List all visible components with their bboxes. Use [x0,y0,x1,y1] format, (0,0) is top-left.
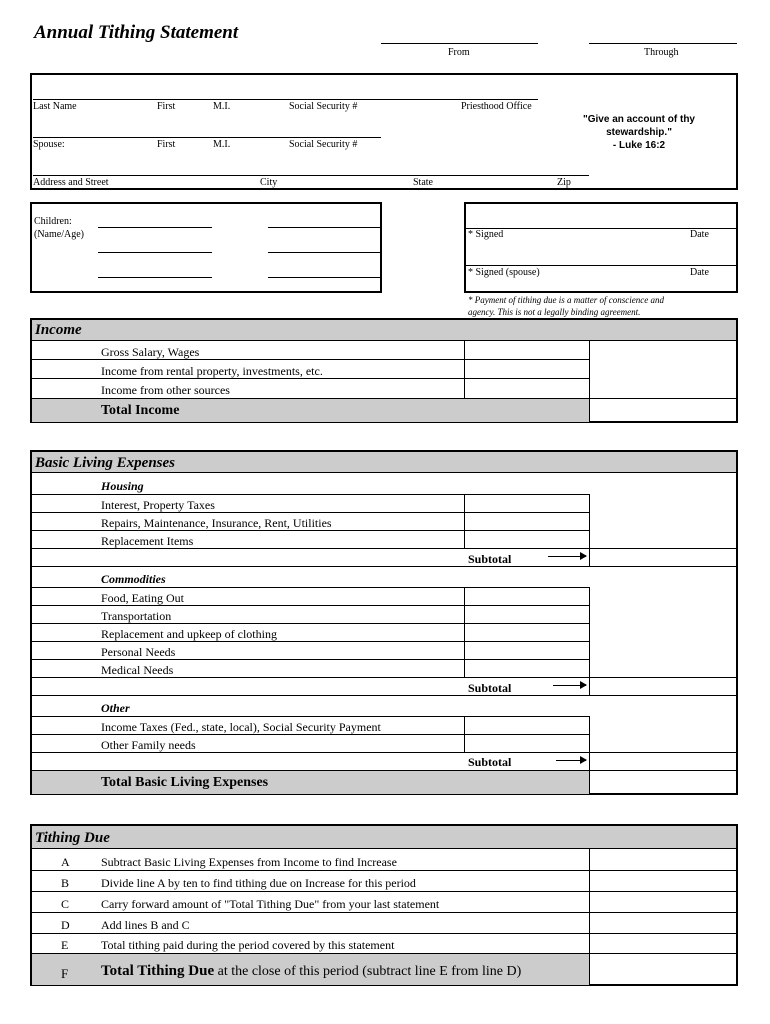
other-subtotal-field[interactable] [590,753,736,769]
zip-label: Zip [557,177,571,188]
tithing-amount-field[interactable] [590,934,736,953]
commodities-title: Commodities [101,572,166,586]
name-line[interactable] [33,99,538,100]
housing-item: Interest, Property Taxes [101,498,215,512]
row-divider [32,716,589,717]
mi-label: M.I. [213,101,231,112]
signed-spouse-label: * Signed (spouse) [468,267,540,278]
income-amount-field[interactable] [465,360,589,378]
expenses-title: Basic Living Expenses [35,455,176,471]
line-letter: B [61,876,70,890]
child-field[interactable] [98,252,212,253]
last-name-label: Last Name [33,101,77,112]
line-letter: A [61,855,70,869]
total-income-field[interactable] [590,398,736,421]
quote-line-1: "Give an account of thy [583,114,695,125]
scripture-quote [568,113,710,152]
spouse-label: Spouse: [33,139,65,150]
address-label: Address and Street [33,177,109,188]
child-field[interactable] [98,227,212,228]
through-date-line[interactable] [589,43,737,44]
tithing-amount-field[interactable] [590,892,736,912]
state-label: State [413,177,433,188]
row-divider [32,587,589,588]
amount-column-divider [464,494,465,548]
total-expenses-field[interactable] [590,771,736,793]
income-item: Income from rental property, investments, etc. [101,364,323,378]
line-letter: D [61,918,70,932]
total-tithing-due-label [101,963,521,980]
tithing-amount-field[interactable] [590,849,736,870]
tithing-title: Tithing Due [35,830,110,846]
spouse-line[interactable] [33,137,381,138]
disclaimer-note-line-1: * Payment of tithing due is a matter of conscience and [468,295,664,305]
income-amount-field[interactable] [465,341,589,359]
income-header-bar [32,320,736,341]
amount-column-divider [464,716,465,752]
tithing-line-text: Add lines B and C [101,918,190,932]
total-expenses-label: Total Basic Living Expenses [101,775,269,790]
row-divider [32,695,736,696]
child-field[interactable] [98,277,212,278]
tithing-line-text: Subtract Basic Living Expenses from Income to find Increase [101,855,397,869]
child-field[interactable] [268,227,380,228]
signature-box [464,202,738,293]
commodities-item: Transportation [101,609,172,623]
from-label: From [448,47,470,58]
row-divider [32,566,736,567]
spouse-date-label: Date [690,267,709,278]
housing-item: Replacement Items [101,534,194,548]
income-amount-field[interactable] [465,379,589,398]
children-name-age-label: (Name/Age) [34,229,84,240]
children-box [30,202,382,293]
housing-subtotal-arrow [548,556,586,557]
amount-column-divider [464,587,465,677]
other-item: Income Taxes (Fed., state, local), Social Security Payment [101,720,381,734]
through-label: Through [644,47,679,58]
total-income-label: Total Income [101,403,180,418]
spouse-ssn-label: Social Security # [289,139,358,150]
total-tithing-due-field[interactable] [590,954,736,984]
children-label: Children: [34,216,72,227]
priesthood-office-label: Priesthood Office [461,101,532,112]
income-item: Gross Salary, Wages [101,345,200,359]
commodities-item: Medical Needs [101,663,174,677]
commodities-item: Food, Eating Out [101,591,184,605]
other-subtotal-label: Subtotal [468,755,512,769]
quote-line-3: - Luke 16:2 [612,140,666,151]
housing-subtotal-label: Subtotal [468,552,512,566]
housing-title: Housing [101,479,144,493]
housing-subtotal-field[interactable] [590,549,736,566]
row-divider [32,659,589,660]
row-divider [32,512,589,513]
income-title: Income [35,322,82,338]
other-item: Other Family needs [101,738,196,752]
row-divider [32,530,589,531]
housing-item: Repairs, Maintenance, Insurance, Rent, Utilities [101,516,332,530]
line-letter: C [61,897,70,911]
line-letter: E [61,938,69,952]
signed-label: * Signed [468,229,504,240]
commodities-item: Replacement and upkeep of clothing [101,627,277,641]
row-divider [32,605,589,606]
row-divider [32,734,589,735]
spouse-first-label: First [157,139,176,150]
row-divider [32,623,589,624]
row-divider [32,641,589,642]
commodities-item: Personal Needs [101,645,176,659]
address-line[interactable] [33,175,589,176]
tithing-line-text: Divide line A by ten to find tithing due on Increase for this period [101,876,416,890]
tithing-line-text: Carry forward amount of "Total Tithing Due" from your last statement [101,897,440,911]
tithing-line-text: Total tithing paid during the period covered by this statement [101,938,395,952]
spouse-signature-line[interactable] [466,265,736,266]
commodities-subtotal-arrow [553,685,586,686]
income-item: Income from other sources [101,383,230,397]
commodities-subtotal-label: Subtotal [468,681,512,695]
commodities-subtotal-field[interactable] [590,678,736,695]
tithing-amount-field[interactable] [590,913,736,933]
quote-line-2: stewardship." [606,127,672,138]
spouse-mi-label: M.I. [213,139,231,150]
child-field[interactable] [268,252,380,253]
total-tithing-due-bold: Total Tithing Due [101,963,215,979]
child-field[interactable] [268,277,380,278]
line-letter: F [61,966,69,981]
tithing-amount-field[interactable] [590,871,736,891]
tithing-header-bar [32,826,736,849]
page-title: Annual Tithing Statement [34,22,239,43]
other-subtotal-arrow [556,760,586,761]
from-date-line[interactable] [381,43,538,44]
city-label: City [260,177,278,188]
row-divider [32,494,589,495]
total-tithing-due-note: at the close of this period (subtract line E from line D) [214,964,522,979]
disclaimer-note-line-2: agency. This is not a legally binding agreement. [468,307,641,317]
other-title: Other [101,701,130,715]
signed-date-label: Date [690,229,709,240]
ssn-label: Social Security # [289,101,358,112]
first-name-label: First [157,101,176,112]
